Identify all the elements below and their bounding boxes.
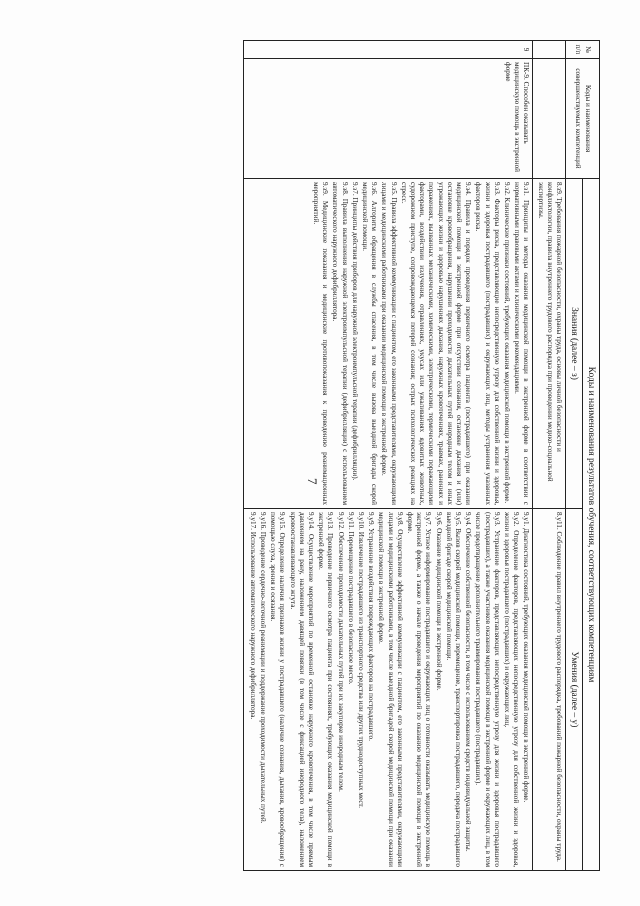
row1-skills [244, 509, 533, 871]
competency-table [244, 40, 601, 871]
row0-skills: 8.у11. Соблюдение правил внутреннего трудового распорядка, требований пожарной безопасности, охраны труда. [533, 509, 566, 871]
table-row [244, 41, 533, 871]
row0-knows: 8.з9. Требования пожарной безопасности, охраны труда, основы личной безопасности и конфликтологии, правила внутреннего трудового распорядка при проведении медико-социальной экспертизы. [533, 179, 566, 509]
knows-item: 9.з8. Правила выполнения наружной электроимпульсной терапии (дефибрилляции) с использованием автоматического наружного дефибриллятора. [331, 182, 349, 505]
row0-num [533, 41, 566, 59]
skills-item: 9.у16. Проведение сердечно-легочной реанимации и поддержание проходимости дыхательных путей. [258, 512, 267, 824]
skills-item: 9.у1. Диагностика состояний, требующих оказания медицинской помощи в экстренной форме. [522, 512, 531, 803]
row0-code [533, 59, 566, 179]
header-code: Коды и наименования совершенствуемых компетенций [566, 59, 600, 179]
header-skills: Умения (далее – у) [566, 509, 583, 871]
skills-item: 9.у12. Обеспечение проходимости дыхательных путей при их закупорке инородным телом. [336, 512, 345, 792]
knows-item: 9.з9. Медицинские показания и медицинские противопоказания к проведению реанимационных мероприятий. [311, 182, 330, 505]
table-header-row-1 [583, 41, 600, 871]
header-results: Коды и наименования результатов обучения, соответствующих компетенциям [583, 179, 600, 871]
skills-item: 9.у8. Осуществление эффективной коммуникации с пациентом, его законными представителями, окружающими лицами и медицинскими работниками, в том числе выездной бригадой скорой медицинской помощи при оказании медицинской помощи в экстренной форме. [377, 512, 404, 867]
skills-item: 9.у17. Использование автоматического наружного дефибриллятора. [248, 512, 257, 720]
skills-item: 9.у10. Извлечение пострадавшего из транспортного средства или других труднодоступных мест. [356, 512, 365, 808]
knows-item: 9.з1. Принципы и методы оказания медицинской помощи в экстренной форме в соответствии с нормативными правовыми актами и клиническими рекомендациями. [513, 182, 531, 505]
row1-num: 9 [244, 41, 533, 59]
knows-item: 9.з3. Факторы риска, представляющие непосредственную угрозу для собственной жизни и здоровья, жизни и здоровья пострадавшего (пострадавших) и окружающих лиц, методы устранения указанных факторов риска. [474, 182, 501, 505]
skills-item: 9.у11. Перемещение пострадавшего в безопасное место. [346, 512, 355, 685]
row1-code: ПК-9. Способен оказывать медицинскую помощь в экстренной форме [244, 59, 533, 179]
header-knows: Знания (далее – з) [566, 179, 583, 509]
knows-item: 9.з2. Клинические признаки состояний, требующих оказания медицинской помощи в экстренной форме. [502, 182, 511, 504]
skills-item: 9.у9. Устранение воздействия повреждающих факторов на пострадавшего. [367, 512, 376, 741]
header-num: № п/п [566, 41, 600, 59]
skills-item: 9.у4. Обеспечение собственной безопасности, в том числе с использованием средств индивидуальной защиты. [464, 512, 473, 852]
skills-item: 9.у5. Вызов скорой медицинской помощи, перемещение, транспортировка пострадавшего, передача пострадавшего выездной бригаде скорой медицинской помощи. [444, 512, 462, 867]
knows-item: 9.з4. Правила и порядок проведения первичного осмотра пациента (пострадавшего) при оказании медицинской помощи в экстренной форме при отсутствии сознания, остановке дыхания и (или) остановке кровообращения, нарушении проходимости дыхательных путей инородным телом и иных угрожающих жизни и здоровью нарушениях дыхания, наружных кровотечениях, травмах, ранениях и поражениях, вызванных механическими, химическими, электрическими, термическими поражающими факторами, воздействии излучения, отравлениях, укусах или ужаливаниях ядовитых животных, судорожном приступе, сопровождающемся потерей сознания; острых психологических реакциях на стресс. [399, 182, 473, 505]
knows-item: 9.з7. Принципы действия приборов для наружной электроимпульсной терапии (дефибрилляции). [350, 182, 359, 481]
skills-item: 9.у15. Определение наличия признаков жизни у пострадавшего (наличие сознания, дыхания, кровообращения) с помощью слуха, зрения и осязания. [269, 512, 287, 867]
table-row [533, 41, 566, 871]
competency-table-sheet [40, 40, 600, 870]
skills-item: 9.у3. Устранение факторов, представляющих непосредственную угрозу для жизни и здоровья пострадавшего (пострадавших), а также участников оказания медицинской помощи в экстренной форме и окружающих лиц, в том числе предотвращение дополнительного травмирования пострадавшего (пострадавших). [474, 512, 501, 867]
skills-item: 9.у7. Устное информирование пострадавшего и окружающих лиц о готовности оказывать медицинскую помощь в экстренной форме, а также о начале проведения мероприятий по оказанию медицинской помощи в экстренной форме. [405, 512, 433, 867]
skills-item: 9.у6. Оказание медицинской помощи в экстренной форме. [434, 512, 443, 691]
knows-item: 9.з5. Правила эффективной коммуникации с пациентом, его законными представителями, окружающими лицами и медицинскими работниками при оказании медицинской помощи в экстренной форме. [380, 182, 398, 505]
page-number: 7 [305, 478, 320, 485]
skills-item: 9.у2. Определение факторов, представляющих непосредственную угрозу для собственной жизни и здоровья, жизни и здоровья пострадавшего (пострадавших) и окружающих лиц. [502, 512, 521, 867]
knows-item: 9.з6. Алгоритм обращения в службы спасения, в том числе вызова выездной бригады скорой медицинской помощи. [360, 182, 379, 505]
row1-knows [244, 179, 533, 509]
skills-item: 9.у14. Осуществление мероприятий по временной остановке наружного кровотечения, в том числе прямым давлением на рану, наложением давящей повязки (в том числе с фиксацией инородного тела), наложением кровоостанавливающего жгута. [288, 512, 315, 867]
skills-item: 9.у13. Проведение первичного осмотра пациента при состояниях, требующих оказания медицинской помощи в экстренной форме. [317, 512, 335, 867]
